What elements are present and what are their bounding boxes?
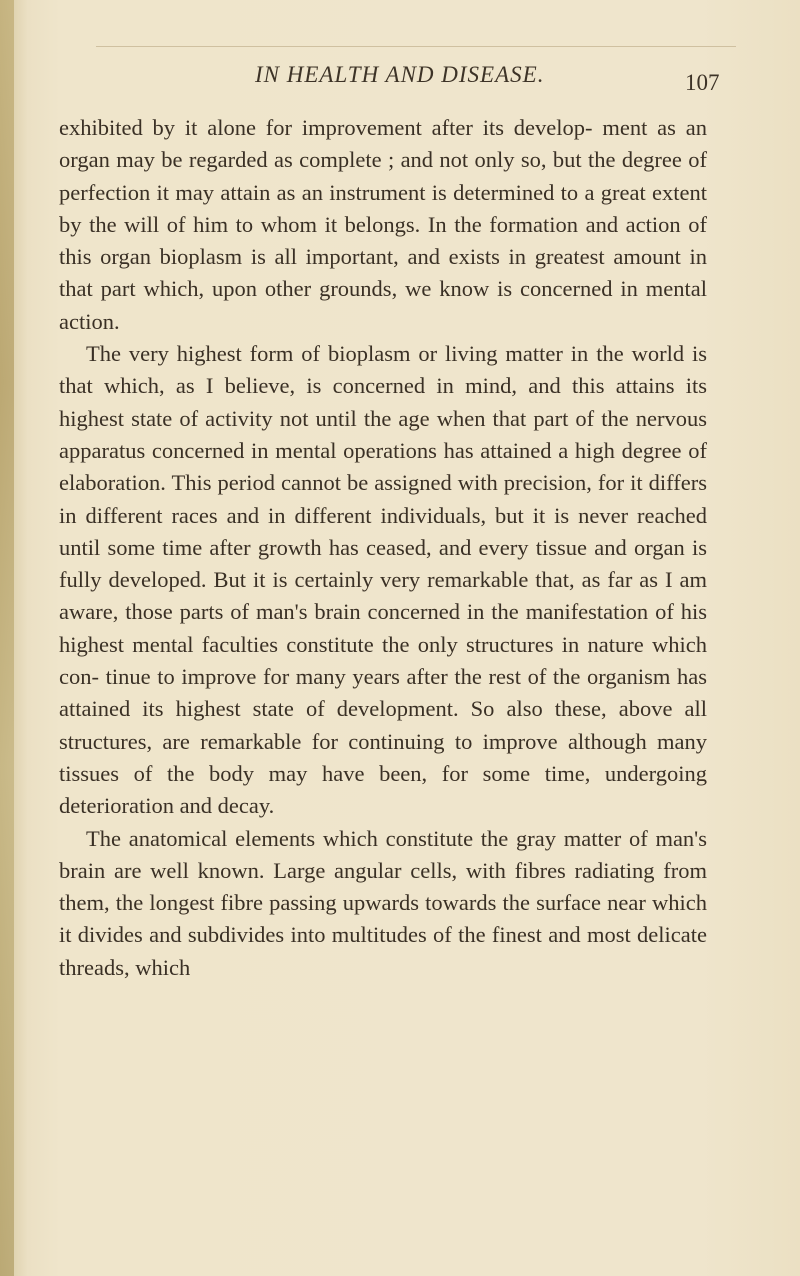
paragraph-2: The very highest form of bioplasm or living matter in the world is that which, as I believe, is concerned in mind, and this attains its highest state of activity not until the age when that part of the nervous apparatus concerned in mental operations has attained a high degree of elaboration. This period cannot be assigned with precision, for it differs in different races and in different individuals, but it is never reached until some time after growth has ceased, and every tissue and organ is fully developed. But it is certainly very remarkable that, as far as I am aware, those parts of man's brain concerned in the manifestation of his highest mental faculties constitute the only structures in nature which con- tinue to improve for many years after the rest of the organism has attained its highest state of development. So also these, above all structures, are remarkable for continuing to improve although many tissues of the body may have been, for some time, undergoing deterioration and decay. xyxy=(59,341,707,819)
running-head xyxy=(0,62,800,102)
page-number: 107 xyxy=(685,70,720,95)
running-title: IN HEALTH AND DISEASE. xyxy=(255,62,545,87)
paragraph-3: The anatomical elements which constitute the gray matter of man's brain are well known. Large angular cells, with fibres radiating from them, the longest fibre passing upwards towards the surface near which it divides and subdivides into multitudes of the finest and most delicate threads, which xyxy=(59,825,707,980)
page-binding-edge xyxy=(0,0,14,1276)
body-text xyxy=(59,112,707,984)
paragraph-1: exhibited by it alone for improvement after its develop- ment as an organ may be regarded as complete ; and not only so, but the degree of perfection it may attain as an instrument is determined to a great extent by the will of him to whom it belongs. In the formation and action of this organ bioplasm is all important, and exists in greatest amount in that part which, upon other grounds, we know is concerned in mental action. xyxy=(59,115,707,334)
header-rule xyxy=(96,46,736,47)
